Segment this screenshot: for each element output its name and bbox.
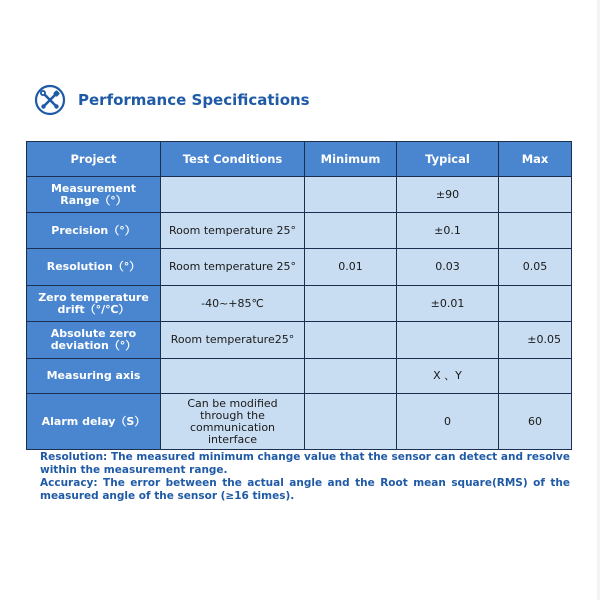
column-header-minimum: Minimum xyxy=(305,142,397,177)
cell-typical: X 、Y xyxy=(397,359,499,394)
cell-max xyxy=(499,286,572,322)
cell-minimum xyxy=(305,322,397,359)
spec-table xyxy=(26,141,572,450)
note-resolution: Resolution: The measured minimum change value that the sensor can detect and resolve within the measurement range. xyxy=(40,451,570,476)
row-label: Measuring axis xyxy=(27,359,161,394)
cell-max: 60 xyxy=(499,394,572,450)
table-row xyxy=(27,322,572,359)
cell-minimum xyxy=(305,177,397,213)
cell-minimum xyxy=(305,286,397,322)
cell-conditions xyxy=(161,359,305,394)
table-row xyxy=(27,213,572,249)
page-title: Performance Specifications xyxy=(78,91,310,109)
cell-conditions: Can be modified through the communication interface xyxy=(161,394,305,450)
cell-max: 0.05 xyxy=(499,249,572,286)
table-header-row xyxy=(27,142,572,177)
table-row xyxy=(27,286,572,322)
row-label: Resolution（°） xyxy=(27,249,161,286)
cell-minimum xyxy=(305,213,397,249)
cell-conditions: Room temperature 25° xyxy=(161,213,305,249)
table-row xyxy=(27,249,572,286)
notes-section xyxy=(40,451,570,503)
cell-max xyxy=(499,359,572,394)
cell-minimum: 0.01 xyxy=(305,249,397,286)
cell-typical: ±0.1 xyxy=(397,213,499,249)
column-header-max: Max xyxy=(499,142,572,177)
cell-typical: 0.03 xyxy=(397,249,499,286)
cell-minimum xyxy=(305,394,397,450)
cell-conditions: Room temperature25° xyxy=(161,322,305,359)
cell-conditions: -40~+85℃ xyxy=(161,286,305,322)
row-label: Zero temperature drift（°/℃） xyxy=(27,286,161,322)
cell-conditions xyxy=(161,177,305,213)
cell-max xyxy=(499,213,572,249)
cell-typical: 0 xyxy=(397,394,499,450)
row-label: Alarm delay（S） xyxy=(27,394,161,450)
table-row xyxy=(27,359,572,394)
cell-max xyxy=(499,177,572,213)
row-label: Measurement Range（°） xyxy=(27,177,161,213)
column-header-test-conditions: Test Conditions xyxy=(161,142,305,177)
cell-typical: ±90 xyxy=(397,177,499,213)
cell-minimum xyxy=(305,359,397,394)
cell-conditions: Room temperature 25° xyxy=(161,249,305,286)
cell-max: ±0.05 xyxy=(499,322,572,359)
table-row xyxy=(27,394,572,450)
cell-typical: ±0.01 xyxy=(397,286,499,322)
tools-icon xyxy=(34,84,66,116)
row-label: Absolute zero deviation（°） xyxy=(27,322,161,359)
column-header-project: Project xyxy=(27,142,161,177)
row-label: Precision（°） xyxy=(27,213,161,249)
section-header xyxy=(34,84,310,116)
table-row xyxy=(27,177,572,213)
note-accuracy: Accuracy: The error between the actual angle and the Root mean square(RMS) of the measured angle of the sensor (≥16 times). xyxy=(40,477,570,502)
column-header-typical: Typical xyxy=(397,142,499,177)
cell-typical xyxy=(397,322,499,359)
